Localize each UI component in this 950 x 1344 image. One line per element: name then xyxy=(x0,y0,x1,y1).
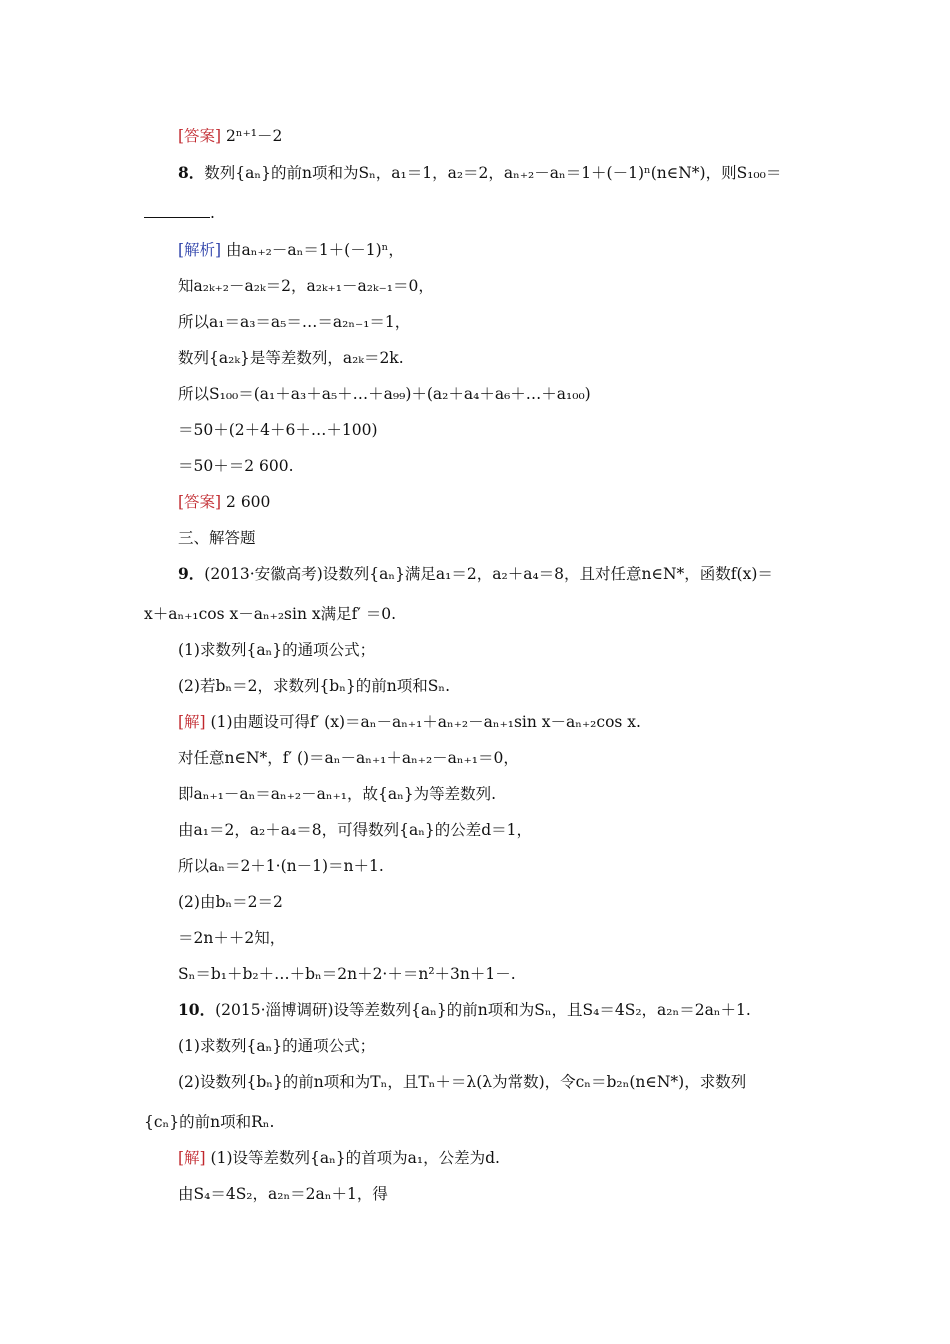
problem-8-line-1 xyxy=(178,163,781,183)
answer-text: 2ⁿ⁺¹－2 xyxy=(221,127,283,145)
answer-blank-line xyxy=(144,203,215,223)
solution-tag: [解] xyxy=(178,713,206,731)
problem-9-line-1 xyxy=(178,564,773,584)
answer-tag: [答案] xyxy=(178,493,222,511)
analysis-line-3: 所以a₁＝a₃＝a₅＝…＝a₂ₙ₋₁＝1， xyxy=(178,313,411,331)
period: . xyxy=(210,204,215,222)
solution-10-line-1 xyxy=(178,1148,500,1168)
problem-10-part-2-cont: {cₙ}的前n项和Rₙ. xyxy=(144,1113,275,1131)
solution-9-line-3: 即aₙ₊₁－aₙ＝aₙ₊₂－aₙ₊₁，故{aₙ}为等差数列. xyxy=(178,785,497,803)
solution-9-line-2: 对任意n∈N*，f′ ()＝aₙ－aₙ₊₁＋aₙ₊₂－aₙ₊₁＝0， xyxy=(178,749,519,767)
solution-9-line-1 xyxy=(178,712,641,732)
solution-9-line-8: Sₙ＝b₁＋b₂＋…＋bₙ＝2n＋2·＋＝n²＋3n＋1－. xyxy=(178,965,516,983)
problem-number: 8． xyxy=(178,163,205,182)
problem-text: 数列{aₙ}的前n项和为Sₙ，a₁＝1，a₂＝2，aₙ₊₂－aₙ＝1＋(－1)ⁿ(n∈N*)，则S₁₀₀＝ xyxy=(204,164,782,182)
solution-9-line-6: (2)由bₙ＝2＝2 xyxy=(178,893,283,911)
answer-tag: [答案] xyxy=(178,127,222,145)
problem-10-line-1 xyxy=(178,1000,751,1020)
answer-line-8 xyxy=(178,492,270,512)
problem-9-part-2: (2)若bₙ＝2，求数列{bₙ}的前n项和Sₙ. xyxy=(178,677,451,695)
problem-number: 9． xyxy=(178,564,205,583)
solution-tag: [解] xyxy=(178,1149,206,1167)
solution-text: (1)设等差数列{aₙ}的首项为a₁，公差为d. xyxy=(205,1149,500,1167)
analysis-tag: [解析] xyxy=(178,241,222,259)
solution-9-line-4: 由a₁＝2，a₂＋a₄＝8，可得数列{aₙ}的公差d＝1， xyxy=(178,821,533,839)
problem-10-part-1: (1)求数列{aₙ}的通项公式； xyxy=(178,1037,376,1055)
analysis-line-6: ＝50＋(2＋4＋6＋…＋100) xyxy=(178,421,378,439)
solution-text: (1)由题设可得f′ (x)＝aₙ－aₙ₊₁＋aₙ₊₂－aₙ₊₁sin x－aₙ₊₂cos x. xyxy=(205,713,641,731)
problem-number: 10． xyxy=(178,1000,216,1019)
solution-9-line-7: ＝2n＋＋2知， xyxy=(178,929,286,947)
problem-9-line-2: x＋aₙ₊₁cos x－aₙ₊₂sin x满足f′ ＝0. xyxy=(144,605,397,623)
solution-9-line-5: 所以aₙ＝2＋1·(n－1)＝n＋1. xyxy=(178,857,384,875)
problem-text: (2015·淄博调研)设等差数列{aₙ}的前n项和为Sₙ，且S₄＝4S₂，a₂ₙ＝2aₙ＋1. xyxy=(215,1001,751,1019)
problem-9-part-1: (1)求数列{aₙ}的通项公式； xyxy=(178,641,376,659)
problem-text: (2013·安徽高考)设数列{aₙ}满足a₁＝2，a₂＋a₄＝8，且对任意n∈N*，函数f(x)＝ xyxy=(204,565,773,583)
analysis-line-5: 所以S₁₀₀＝(a₁＋a₃＋a₅＋…＋a₉₉)＋(a₂＋a₄＋a₆＋…＋a₁₀₀) xyxy=(178,385,591,403)
answer-line-7 xyxy=(178,126,282,146)
analysis-text: 由aₙ₊₂－aₙ＝1＋(－1)ⁿ， xyxy=(221,241,404,259)
analysis-line-4: 数列{a₂ₖ}是等差数列，a₂ₖ＝2k. xyxy=(178,349,404,367)
problem-10-part-2: (2)设数列{bₙ}的前n项和为Tₙ，且Tₙ＋＝λ(λ为常数)，令cₙ＝b₂ₙ(n∈N*)，求数列 xyxy=(178,1073,747,1091)
section-heading: 三、解答题 xyxy=(178,529,256,547)
analysis-line-2: 知a₂ₖ₊₂－a₂ₖ＝2，a₂ₖ₊₁－a₂ₖ₋₁＝0， xyxy=(178,277,434,295)
solution-10-line-2: 由S₄＝4S₂，a₂ₙ＝2aₙ＋1，得 xyxy=(178,1185,388,1203)
answer-blank xyxy=(144,203,210,218)
answer-text: 2 600 xyxy=(221,493,271,511)
analysis-line-1 xyxy=(178,240,404,260)
analysis-line-7: ＝50＋＝2 600. xyxy=(178,457,294,475)
